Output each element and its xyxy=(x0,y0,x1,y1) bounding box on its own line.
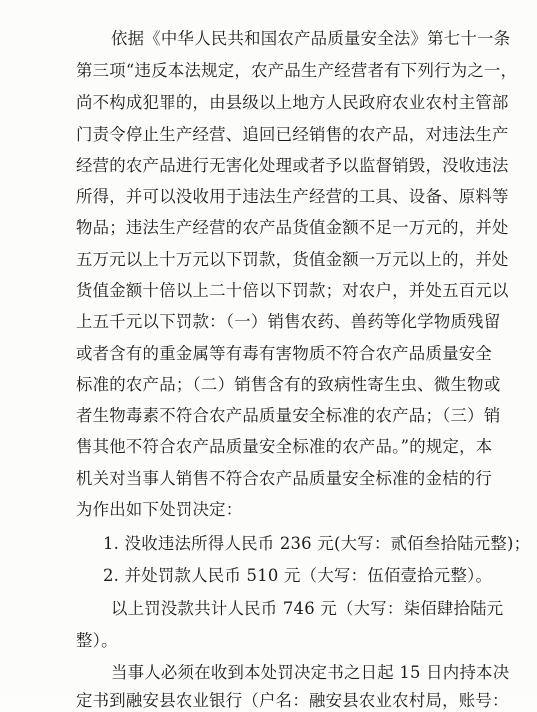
text-line-6: 所得，并可以没收用于违法生产经营的工具、设备、原料等 xyxy=(76,187,509,206)
payment-line-2: 定书到融安县农业银行（户名：融安县农业农村局，账号： xyxy=(76,691,509,710)
text-line-13: 者生物毒素不符合农产品质量安全标准的农产品；（三）销 xyxy=(76,406,501,425)
text-line-5: 经营的农产品进行无害化处理或者予以监督销毁，没收违法 xyxy=(76,156,509,175)
text-line-10: 上五千元以下罚款：（一）销售农药、兽药等化学物质残留 xyxy=(76,312,501,331)
text-line-11: 或者含有的重金属等有毒有害物质不符合农产品质量安全 xyxy=(76,344,493,363)
text-line-7: 物品；违法生产经营的农产品货值金额不足一万元的，并处 xyxy=(76,218,509,237)
text-line-12: 标准的农产品；（二）销售含有的致病性寄生虫、微生物或 xyxy=(76,375,501,394)
text-line-9: 货值金额十倍以上二十倍以下罚款；对农户，并处五百元以 xyxy=(76,281,509,300)
text-line-3: 尚不构成犯罪的，由县级以上地方人民政府农业农村主管部 xyxy=(76,93,509,112)
payment-line-1: 当事人必须在收到本处罚决定书之日起 15 日内持本决 xyxy=(111,663,510,682)
total-line-1: 以上罚没款共计人民币 746 元（大写：柒佰肆拾陆元 xyxy=(111,599,504,618)
total-line-2: 整）。 xyxy=(76,631,118,650)
text-line-1: 依据《中华人民共和国农产品质量安全法》第七十一条 xyxy=(111,29,511,48)
text-line-14: 售其他不符合农产品质量安全标准的农产品。”的规定，本 xyxy=(76,437,493,456)
text-line-8: 五万元以上十万元以下罚款，货值金额一万元以上的，并处 xyxy=(76,250,509,269)
text-line-15: 机关对当事人销售不符合农产品质量安全标准的金桔的行 xyxy=(76,469,493,488)
penalty-item-2: 2. 并处罚款人民币 510 元（大写：伍佰壹拾元整）。 xyxy=(103,566,493,585)
text-line-2: 第三项“违反本法规定，农产品生产经营者有下列行为之一， xyxy=(76,61,518,80)
penalty-item-1: 1. 没收违法所得人民币 236 元(大写：贰佰叁拾陆元整)； xyxy=(103,534,531,553)
text-line-16: 为作出如下处罚决定： xyxy=(76,500,243,519)
text-line-4: 门责令停止生产经营、追回已经销售的农产品，对违法生产 xyxy=(76,125,509,144)
